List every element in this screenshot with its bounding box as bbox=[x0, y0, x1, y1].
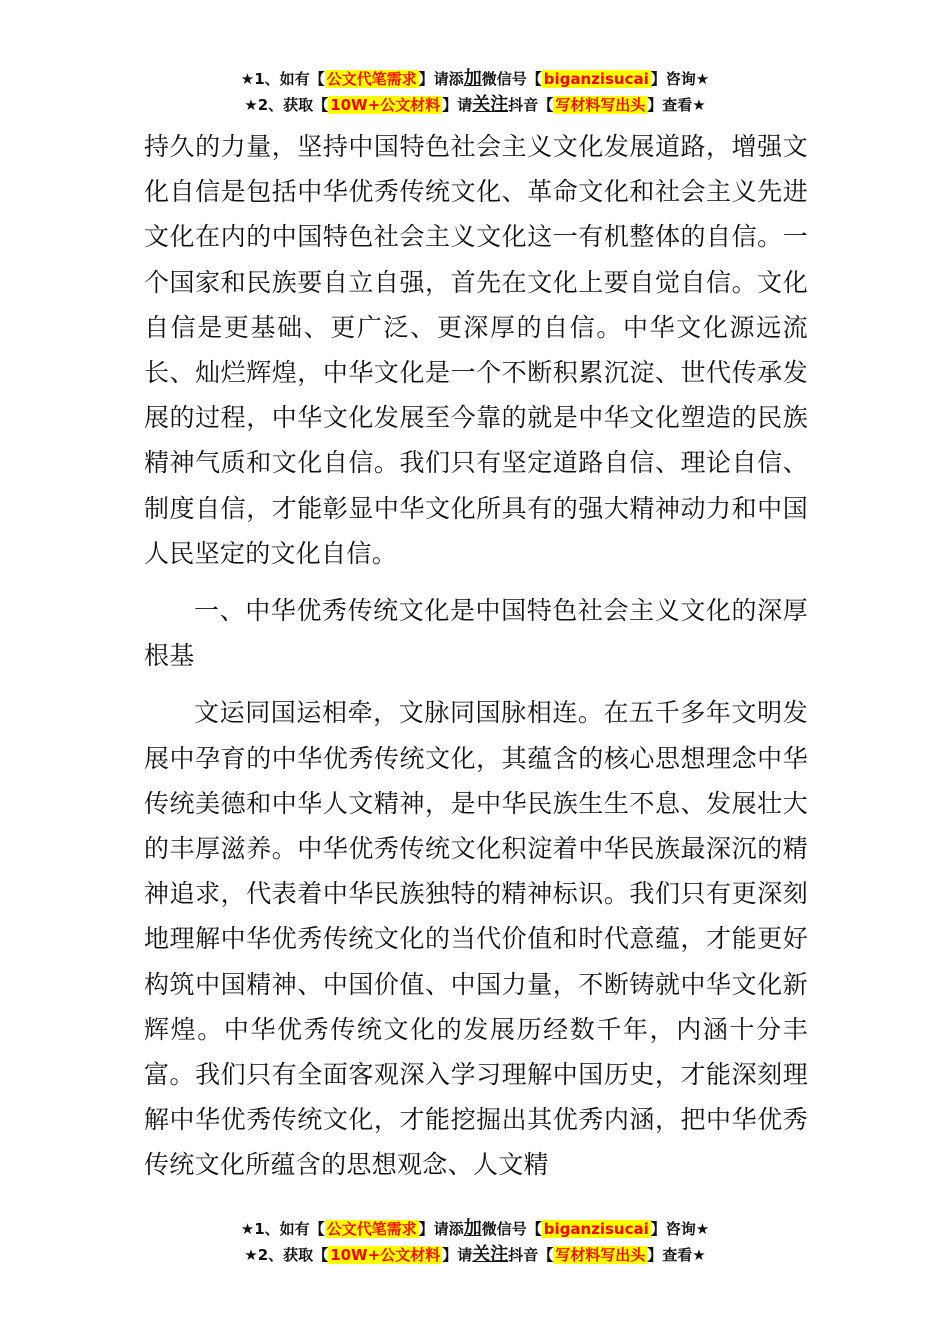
header-line-2-text-c: 抖音【 bbox=[508, 96, 554, 114]
body-paragraph-2: 文运同国运相牵，文脉同国脉相连。在五千多年文明发展中孕育的中华优秀传统文化，其蕴含的核心思想理念中华传统美德和中华人文精神，是中华民族生生不息、发展壮大的丰厚滋养。中华优秀传统文化积淀着中华民族最深沉的精神追求，代表着中华民族独特的精神标识。我们只有更深刻地理解中华优秀传统文化的当代价值和时代意蕴，才能更好构筑中国精神、中国价值、中国力量，不断铸就中华文化新辉煌。中华优秀传统文化的发展历经数千年，内涵十分丰富。我们只有全面客观深入学习理解中国历史，才能深刻理解中华优秀传统文化，才能挖掘出其优秀内涵，把中华优秀传统文化所蕴含的思想观念、人文精 bbox=[144, 698, 808, 1180]
footer-line-1-text-a: ★1、如有【 bbox=[240, 1220, 325, 1238]
footer-highlight-wechat-id: biganzisucai bbox=[543, 1220, 649, 1238]
footer-line-2-text-a: ★2、获取【 bbox=[244, 1246, 329, 1264]
footer-banner bbox=[0, 1216, 950, 1268]
footer-line-2 bbox=[0, 1242, 950, 1268]
header-highlight-materials: 10W+公文材料 bbox=[330, 96, 441, 114]
document-body bbox=[144, 124, 808, 1188]
footer-highlight-service: 公文代笔需求 bbox=[326, 1220, 417, 1238]
footer-line-2-text-c: 抖音【 bbox=[508, 1246, 554, 1264]
header-line-2-text-a: ★2、获取【 bbox=[244, 96, 329, 114]
header-line-2-emphasis: 关注 bbox=[472, 94, 509, 115]
header-line-1-text-b: 】请添 bbox=[418, 70, 464, 88]
footer-line-1-text-b: 】请添 bbox=[418, 1220, 464, 1238]
header-line-1-text-c: 微信号【 bbox=[481, 70, 542, 88]
footer-line-1-text-d: 】咨询★ bbox=[650, 1220, 710, 1238]
header-line-2-text-b: 】请 bbox=[442, 96, 473, 114]
footer-highlight-douyin: 写材料写出头 bbox=[555, 1246, 646, 1264]
header-line-2 bbox=[0, 92, 950, 118]
header-line-1-emphasis: 加 bbox=[463, 68, 482, 89]
header-banner bbox=[0, 66, 950, 118]
header-line-1-text-d: 】咨询★ bbox=[650, 70, 710, 88]
footer-line-1 bbox=[0, 1216, 950, 1242]
footer-line-2-emphasis: 关注 bbox=[472, 1244, 509, 1265]
footer-line-2-text-b: 】请 bbox=[442, 1246, 473, 1264]
footer-line-1-emphasis: 加 bbox=[463, 1218, 482, 1239]
header-line-2-text-d: 】查看★ bbox=[647, 96, 706, 114]
header-highlight-douyin: 写材料写出头 bbox=[555, 96, 646, 114]
footer-line-2-text-d: 】查看★ bbox=[647, 1246, 706, 1264]
header-line-1-text-a: ★1、如有【 bbox=[240, 70, 325, 88]
footer-line-1-text-c: 微信号【 bbox=[481, 1220, 542, 1238]
body-paragraph-1: 持久的力量，坚持中国特色社会主义文化发展道路，增强文化自信是包括中华优秀传统文化、革命文化和社会主义先进文化在内的中国特色社会主义文化这一有机整体的自信。一个国家和民族要自立自强，首先在文化上要自觉自信。文化自信是更基础、更广泛、更深厚的自信。中华文化源远流长、灿烂辉煌，中华文化是一个不断积累沉淀、世代传承发展的过程，中华文化发展至今靠的就是中华文化塑造的民族精神气质和文化自信。我们只有坚定道路自信、理论自信、制度自信，才能彰显中华文化所具有的强大精神动力和中国人民坚定的文化自信。 bbox=[144, 132, 808, 568]
header-highlight-service: 公文代笔需求 bbox=[326, 70, 417, 88]
section-heading: 一、中华优秀传统文化是中国特色社会主义文化的深厚根基 bbox=[144, 596, 808, 671]
header-line-1 bbox=[0, 66, 950, 92]
header-highlight-wechat-id: biganzisucai bbox=[543, 70, 649, 88]
footer-highlight-materials: 10W+公文材料 bbox=[330, 1246, 441, 1264]
